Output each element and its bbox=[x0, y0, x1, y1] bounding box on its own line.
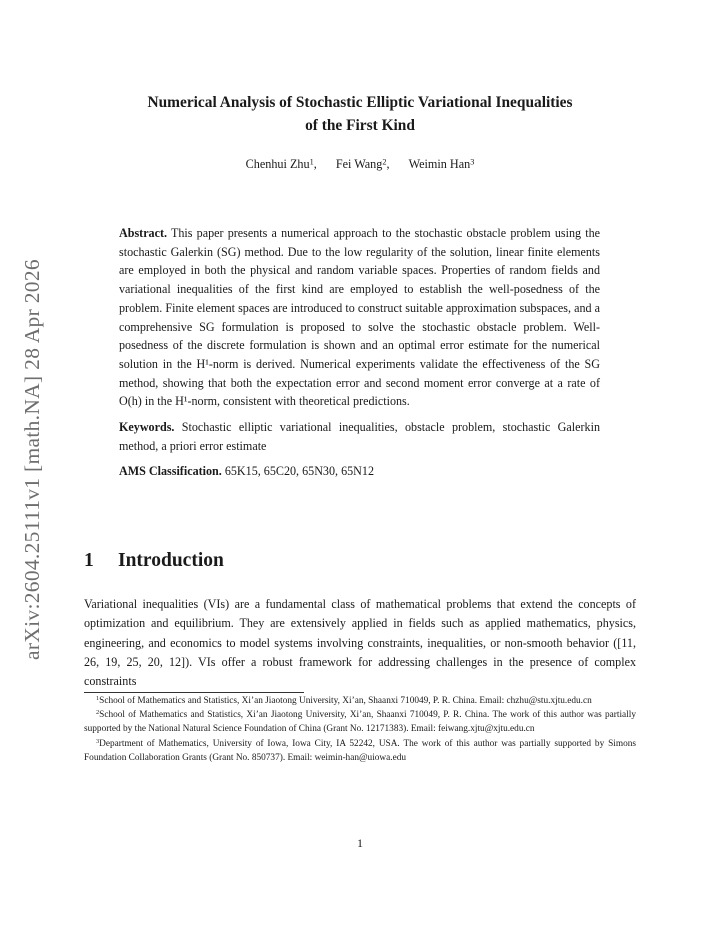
intro-paragraph: Variational inequalities (VIs) are a fundamental class of mathematical problems that extend the concepts of optimization and equilibrium. They are extensively applied in fields such as applied mathematics, physics, engineering, and economics to model systems involving constraints, inequalities, or non-smooth behavior ([11, 26, 19, 25, 20, 12]). VIs offer a robust framework for addressing challenges in the presence of complex constraints bbox=[84, 597, 636, 689]
title-line-1: Numerical Analysis of Stochastic Elliptic Variational Inequalities bbox=[147, 94, 573, 111]
footnote-mark: 1 bbox=[96, 695, 100, 703]
author: Fei Wang$^2$, bbox=[335, 157, 390, 171]
ams-paragraph bbox=[119, 462, 600, 481]
keywords-text: Stochastic elliptic variational inequalities, obstacle problem, stochastic Galerkin method, a priori error estimate bbox=[119, 420, 600, 453]
abstract-paragraph bbox=[119, 224, 600, 411]
footnote bbox=[84, 694, 636, 708]
paper-title bbox=[60, 91, 660, 137]
keywords-paragraph bbox=[119, 418, 600, 455]
ams-codes: 65K15, 65C20, 65N30, 65N12 bbox=[224, 464, 374, 479]
footnote-text: School of Mathematics and Statistics, Xi’an Jiaotong University, Xi’an, Shaanxi 710049, P. R. China. Email: chzhu@stu.xjtu.edu.cn bbox=[99, 696, 592, 706]
section-heading bbox=[84, 550, 224, 572]
author: Chenhui Zhu$^1$, bbox=[245, 157, 317, 171]
author-name: Weimin Han bbox=[408, 157, 471, 171]
footnote-divider bbox=[84, 692, 304, 693]
abstract-block bbox=[119, 224, 600, 488]
footnote bbox=[84, 708, 636, 736]
footnotes bbox=[84, 694, 636, 765]
keywords-label: Keywords. bbox=[119, 420, 175, 435]
page-number: 1 bbox=[357, 836, 363, 850]
author-name: Fei Wang bbox=[335, 157, 383, 171]
arxiv-identifier[interactable]: arXiv:2604.25111v1 [math.NA] 28 Apr 2026 bbox=[20, 259, 44, 660]
arxiv-sidebar bbox=[6, 240, 56, 660]
author bbox=[409, 157, 475, 171]
footnote-text: Department of Mathematics, University of Iowa, Iowa City, IA 52242, USA. The work of this author was partially supported by Simons Foundation Collaboration Grants (Grant No. 850737). Email: weimin-han@uiowa.edu bbox=[84, 738, 636, 763]
section-number: 1 bbox=[84, 550, 94, 571]
author-list bbox=[60, 155, 660, 173]
affiliation-mark: 3 bbox=[470, 157, 475, 167]
footnote-text: School of Mathematics and Statistics, Xi’an Jiaotong University, Xi’an, Shaanxi 710049, P. R. China. The work of this author was partially supported by the National Natural Science Foundation of China (Grant No. 12171383). Email: feiwang.xjtu@xjtu.edu.cn bbox=[84, 710, 636, 735]
affiliation-mark: 2 bbox=[382, 157, 387, 167]
title-line-2: of the First Kind bbox=[305, 117, 415, 134]
footnote-mark: 3 bbox=[96, 737, 100, 745]
abstract-label: Abstract. bbox=[119, 226, 168, 240]
section-title: Introduction bbox=[118, 550, 224, 571]
author-name: Chenhui Zhu bbox=[245, 157, 310, 171]
footnote bbox=[84, 737, 636, 765]
ams-label: AMS Classification. bbox=[119, 464, 222, 479]
footnote-mark: 2 bbox=[96, 709, 100, 717]
affiliation-mark: 1 bbox=[309, 157, 314, 167]
abstract-text: This paper presents a numerical approach to the stochastic obstacle problem using the stochastic Galerkin (SG) method. Due to the low regularity of the solution, linear finite elements are employed in both the physical and random variable spaces. Properties of random fields and variational inequalities of the first kind are employed to establish the well-posedness of the problem. Finite element spaces are introduced to construct suitable approximation subspaces, and a comprehensive SG formulation is proposed to solve the stochastic obstacle problem. Well-posedness of the discrete formulation is shown and an optimal error estimate for the numerical solution in the H¹-norm is derived. Numerical experiments validate the effectiveness of the SG method, showing that both the expectation error and second moment error converge at a rate of O(h) in the H¹-norm, consistent with theoretical predictions. bbox=[119, 226, 600, 409]
